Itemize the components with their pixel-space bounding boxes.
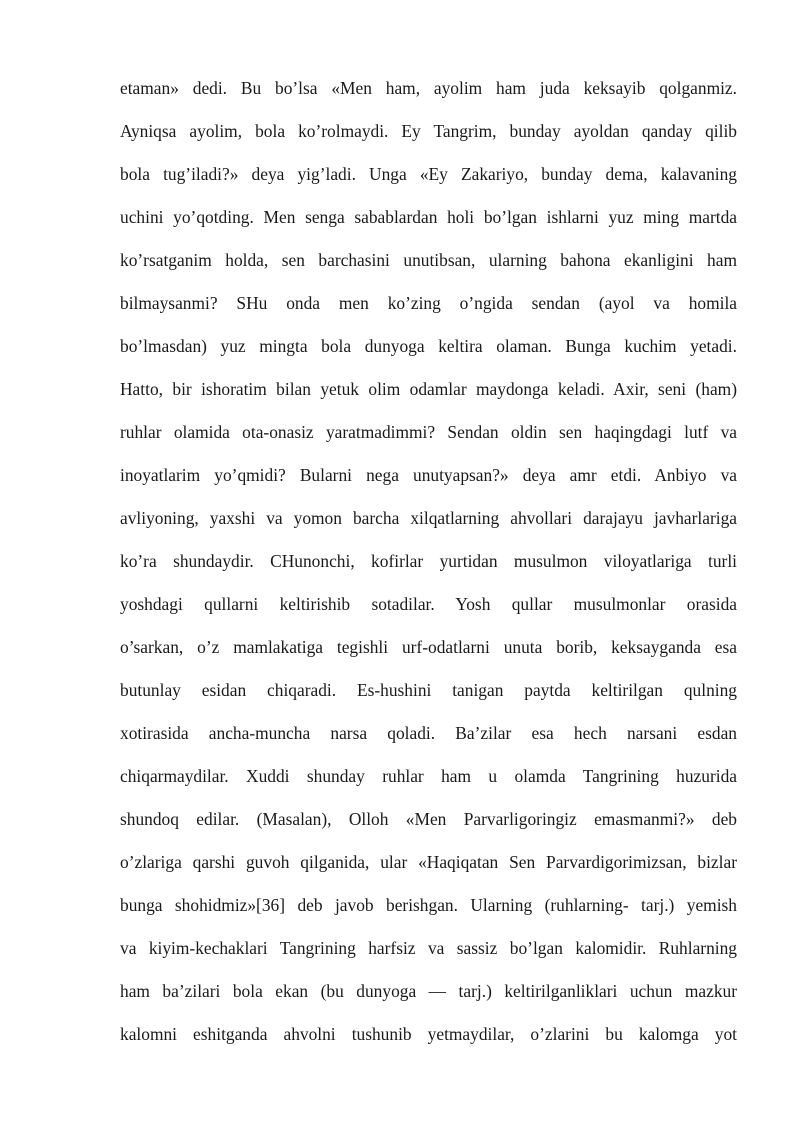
text-line: etaman» dedi. Bu bo’lsa «Men ham, ayolim ham juda keksayib qolganmiz. bbox=[120, 78, 737, 98]
text-line: o’sarkan, o’z mamlakatiga tegishli urf-odatlarni unuta borib, keksayganda esa bbox=[120, 637, 737, 657]
text-line: ruhlar olamida ota-onasiz yaratmadimmi? Sendan oldin sen haqingdagi lutf va bbox=[120, 422, 737, 442]
text-line: bo’lmasdan) yuz mingta bola dunyoga keltira olaman. Bunga kuchim yetadi. bbox=[120, 336, 737, 356]
text-line: inoyatlarim yo’qmidi? Bularni nega unutyapsan?» deya amr etdi. Anbiyo va bbox=[120, 465, 737, 485]
text-line: Hatto, bir ishoratim bilan yetuk olim odamlar maydonga keladi. Axir, seni (ham) bbox=[120, 379, 737, 399]
text-line: chiqarmaydilar. Xuddi shunday ruhlar ham u olamda Tangrining huzurida bbox=[120, 766, 737, 786]
text-line: o’zlariga qarshi guvoh qilganida, ular «Haqiqatan Sen Parvardigorimizsan, bizlar bbox=[120, 852, 737, 872]
text-line: bunga shohidmiz»[36] deb javob berishgan. Ularning (ruhlarning- tarj.) yemish bbox=[120, 895, 737, 915]
text-line: Ayniqsa ayolim, bola ko’rolmaydi. Ey Tangrim, bunday ayoldan qanday qilib bbox=[120, 121, 737, 141]
text-line: butunlay esidan chiqaradi. Es-hushini tanigan paytda keltirilgan qulning bbox=[120, 680, 737, 700]
text-line: bilmaysanmi? SHu onda men ko’zing o’ngida sendan (ayol va homila bbox=[120, 293, 737, 313]
text-line: kalomni eshitganda ahvolni tushunib yetmaydilar, o’zlarini bu kalomga yot bbox=[120, 1024, 737, 1044]
text-line: ko’ra shundaydir. CHunonchi, kofirlar yurtidan musulmon viloyatlariga turli bbox=[120, 551, 737, 571]
text-line: ko’rsatganim holda, sen barchasini unutibsan, ularning bahona ekanligini ham bbox=[120, 250, 737, 270]
text-line: xotirasida ancha-muncha narsa qoladi. Ba’zilar esa hech narsani esdan bbox=[120, 723, 737, 743]
text-line: va kiyim-kechaklari Tangrining harfsiz va sassiz bo’lgan kalomidir. Ruhlarning bbox=[120, 938, 737, 958]
text-line: avliyoning, yaxshi va yomon barcha xilqatlarning ahvollari darajayu javharlariga bbox=[120, 508, 737, 528]
text-line: bola tug’iladi?» deya yig’ladi. Unga «Ey Zakariyo, bunday dema, kalavaning bbox=[120, 164, 737, 184]
text-line: shundoq edilar. (Masalan), Olloh «Men Parvarligoringiz emasmanmi?» deb bbox=[120, 809, 737, 829]
text-line: ham ba’zilari bola ekan (bu dunyoga — tarj.) keltirilganliklari uchun mazkur bbox=[120, 981, 737, 1001]
text-line: uchini yo’qotding. Men senga sabablardan holi bo’lgan ishlarni yuz ming martda bbox=[120, 207, 737, 227]
text-line: yoshdagi qullarni keltirishib sotadilar. Yosh qullar musulmonlar orasida bbox=[120, 594, 737, 614]
